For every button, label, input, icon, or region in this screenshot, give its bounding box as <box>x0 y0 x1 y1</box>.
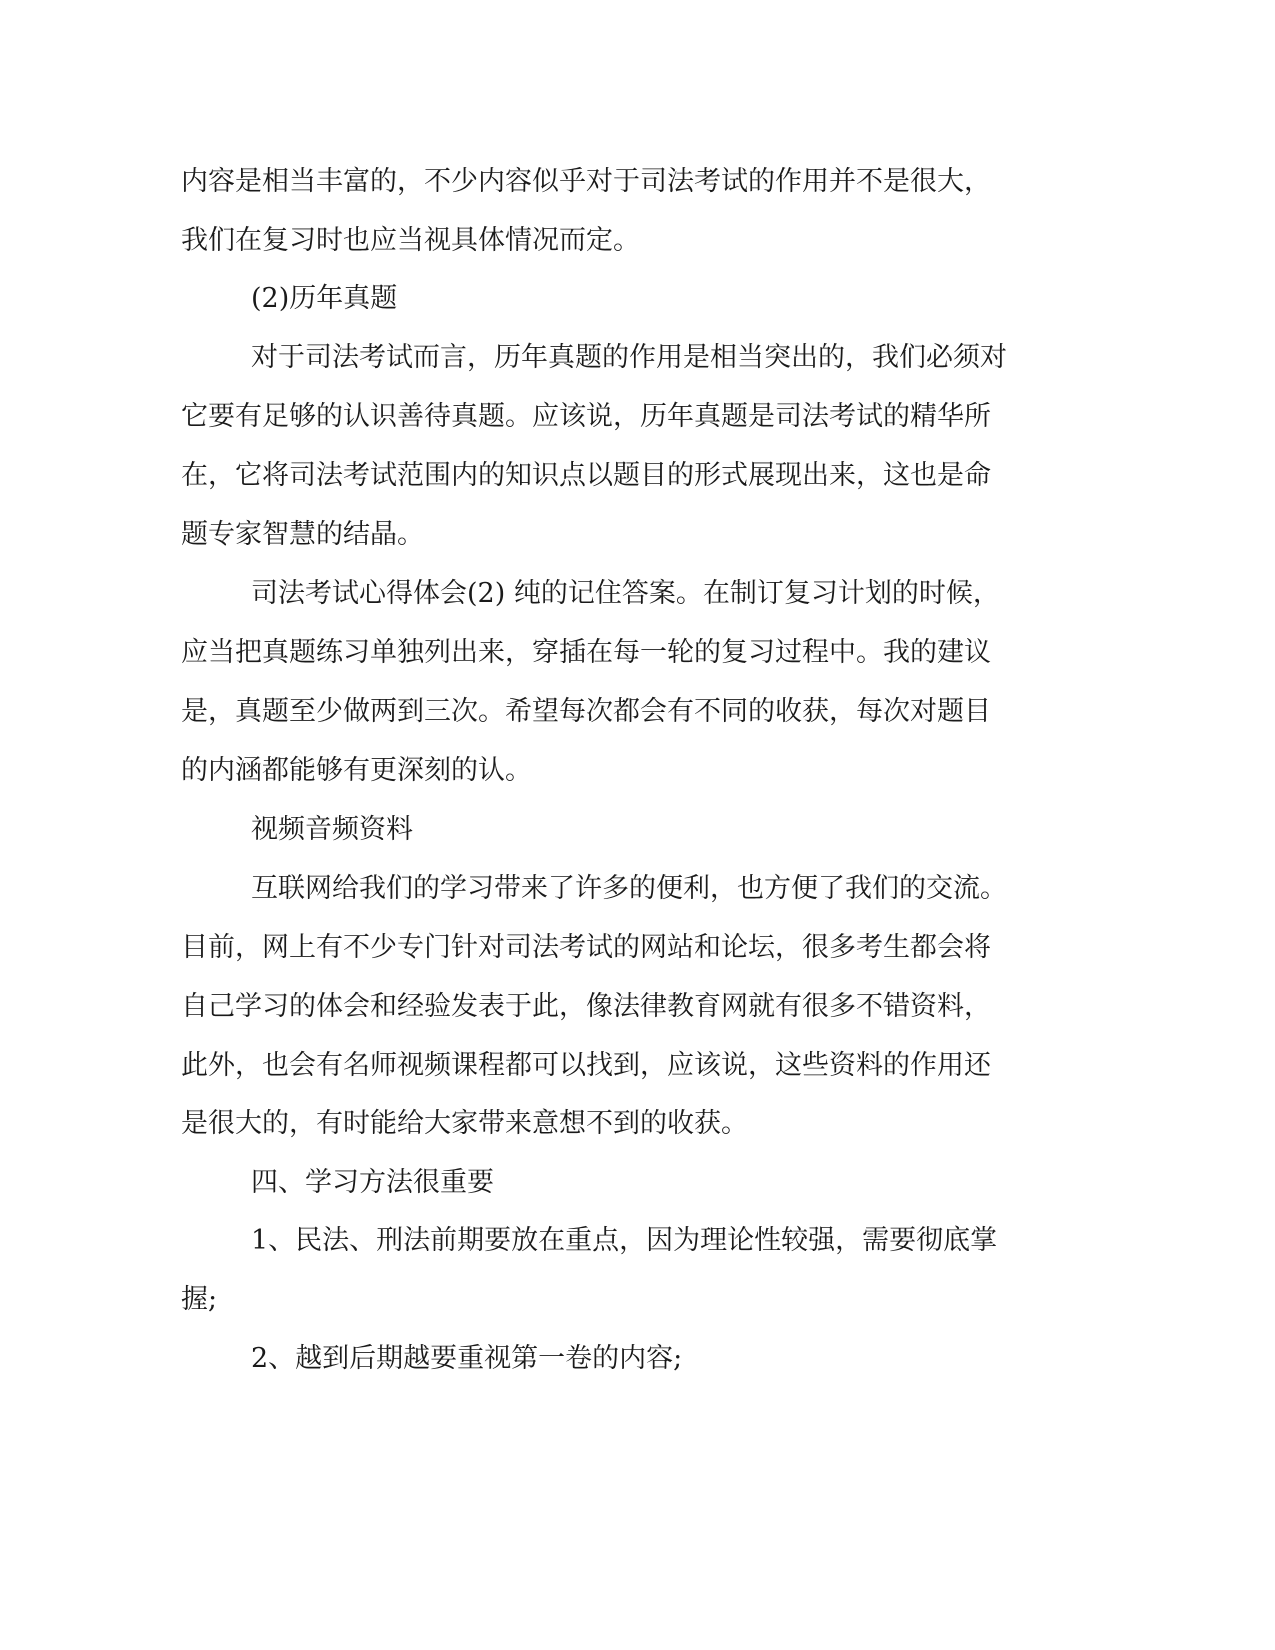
paragraph-line: 内容是相当丰富的，不少内容似乎对于司法考试的作用并不是很大， <box>181 166 991 197</box>
paragraph-line: 目前，网上有不少专门针对司法考试的网站和论坛，很多考生都会将 <box>181 932 991 963</box>
paragraph-line: 是，真题至少做两到三次。希望每次都会有不同的收获，每次对题目 <box>181 696 991 727</box>
list-item-line: 2、越到后期越要重视第一卷的内容; <box>251 1343 683 1374</box>
section-heading: (2)历年真题 <box>251 283 398 314</box>
paragraph-line: 对于司法考试而言，历年真题的作用是相当突出的，我们必须对 <box>251 342 1007 373</box>
paragraph-line: 互联网给我们的学习带来了许多的便利，也方便了我们的交流。 <box>251 873 1007 904</box>
list-item-line: 1、民法、刑法前期要放在重点，因为理论性较强，需要彻底掌 <box>251 1225 998 1256</box>
paragraph-line: 自己学习的体会和经验发表于此，像法律教育网就有很多不错资料， <box>181 991 991 1022</box>
list-item-line: 握; <box>181 1284 218 1315</box>
section-heading: 视频音频资料 <box>251 814 413 845</box>
paragraph-line: 它要有足够的认识善待真题。应该说，历年真题是司法考试的精华所 <box>181 401 991 432</box>
section-heading: 四、学习方法很重要 <box>251 1167 494 1198</box>
paragraph-line: 的内涵都能够有更深刻的认。 <box>181 755 532 786</box>
paragraph-line: 应当把真题练习单独列出来，穿插在每一轮的复习过程中。我的建议 <box>181 637 991 668</box>
paragraph-line: 是很大的，有时能给大家带来意想不到的收获。 <box>181 1108 748 1139</box>
paragraph-line: 我们在复习时也应当视具体情况而定。 <box>181 225 640 256</box>
paragraph-line: 在，它将司法考试范围内的知识点以题目的形式展现出来，这也是命 <box>181 460 991 491</box>
paragraph-line: 司法考试心得体会(2) 纯的记住答案。在制订复习计划的时候， <box>251 578 1000 609</box>
paragraph-line: 此外，也会有名师视频课程都可以找到，应该说，这些资料的作用还 <box>181 1050 991 1081</box>
paragraph-line: 题专家智慧的结晶。 <box>181 519 424 550</box>
